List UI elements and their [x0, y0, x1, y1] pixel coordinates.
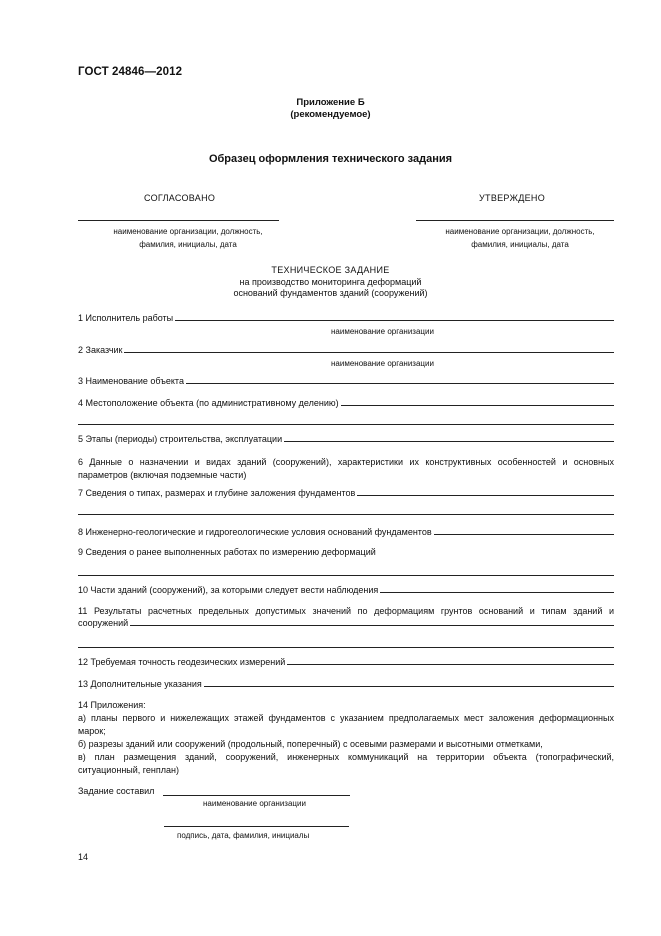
agreed-label: СОГЛАСОВАНО [144, 193, 216, 203]
agreed-caption-line1: наименование организации, должность, [113, 227, 263, 236]
attachment-b: б) разрезы зданий или сооружений (продольный, поперечный) с осевыми размерами и высотными отметками, [78, 739, 543, 749]
item-object-name-line [186, 382, 614, 384]
item-customer-line [124, 351, 614, 353]
standard-header: ГОСТ 24846—2012 [78, 66, 183, 78]
composed-by-label: Задание составил [78, 786, 155, 796]
item-customer-caption: наименование организации [331, 359, 434, 368]
spec-subtitle-1: на производство мониторинга деформаций [239, 276, 422, 287]
page-number: 14 [78, 852, 89, 862]
item-location-label: 4 Местоположение объекта (по административному делению) [78, 398, 339, 408]
appendix-status: (рекомендуемое) [290, 109, 371, 120]
item-location-line [341, 404, 614, 406]
spec-subtitle-2: оснований фундаментов зданий (сооружений) [233, 288, 428, 298]
item-foundations [78, 488, 614, 498]
item-additional-line [204, 685, 614, 687]
item-contractor-label: 1 Исполнитель работы [78, 313, 174, 323]
item-additional-label: 13 Дополнительные указания [78, 679, 202, 689]
document-title: Образец оформления технического задания [208, 153, 453, 165]
approved-signature-line [416, 220, 614, 221]
appendix-label: Приложение Б [296, 97, 365, 108]
composed-by-caption: наименование организации [203, 799, 306, 808]
item-foundations-label: 7 Сведения о типах, размерах и глубине заложения фундаментов [78, 488, 356, 498]
appendix-heading [0, 97, 661, 121]
attachments-heading: 14 Приложения: [78, 700, 146, 710]
item-customer [78, 345, 614, 355]
item-location-extra-line [78, 424, 614, 425]
item-calc-results-line2: сооружений [78, 618, 129, 628]
approved-caption [410, 225, 630, 251]
item-previous-works-line [78, 575, 614, 576]
item-foundations-extra-line [78, 514, 614, 515]
agreed-caption [78, 225, 298, 251]
spec-title: ТЕХНИЧЕСКОЕ ЗАДАНИЕ [271, 265, 390, 275]
item-accuracy-line [287, 663, 614, 665]
item-accuracy-label: 12 Требуемая точность геодезических измерений [78, 657, 286, 667]
item-previous-works: 9 Сведения о ранее выполненных работах по измерению деформаций [78, 547, 376, 557]
agreed-signature-line [78, 220, 279, 221]
item-calc-results-extra-line [78, 647, 614, 648]
attachment-a: а) планы первого и нижележащих этажей фундаментов с указанием предполагаемых мест заложения деформационных марок; [78, 713, 614, 736]
signature-line [164, 826, 349, 827]
item-stages [78, 434, 614, 444]
composed-by-line [163, 795, 350, 796]
item-observed-parts [78, 585, 614, 595]
item-stages-line [284, 440, 614, 442]
item-contractor-line [175, 319, 614, 321]
agreed-caption-line2: фамилия, инициалы, дата [139, 240, 237, 249]
item-observed-parts-label: 10 Части зданий (сооружений), за которыми следует вести наблюдения [78, 585, 379, 595]
item-contractor-caption: наименование организации [331, 327, 434, 336]
item-calc-results-fill [130, 624, 614, 626]
approved-label: УТВЕРЖДЕНО [479, 193, 546, 203]
attachments [78, 699, 614, 777]
item-customer-label: 2 Заказчик [78, 345, 123, 355]
item-calc-results [78, 618, 614, 628]
item-stages-label: 5 Этапы (периоды) строительства, эксплуатации [78, 434, 283, 444]
signature-caption: подпись, дата, фамилия, инициалы [177, 831, 310, 840]
item-location [78, 398, 614, 408]
spec-heading [0, 265, 661, 300]
item-additional [78, 679, 614, 689]
item-geology-line [434, 533, 614, 535]
item-object-name-label: 3 Наименование объекта [78, 376, 184, 386]
item-geology [78, 527, 614, 537]
item-foundations-line [357, 494, 614, 496]
item-object-name [78, 376, 614, 386]
item-observed-parts-line [380, 591, 614, 593]
item-accuracy [78, 657, 614, 667]
item-contractor [78, 313, 614, 323]
approved-caption-line2: фамилия, инициалы, дата [471, 240, 569, 249]
item-purpose: 6 Данные о назначении и видах зданий (сооружений), характеристики их конструктивных особенностей и основных параметров (включая подземные части) [78, 457, 614, 480]
approved-caption-line1: наименование организации, должность, [445, 227, 595, 236]
attachment-c: в) план размещения зданий, сооружений, инженерных коммуникаций на территории объекта (топографический, ситуационный, генплан) [78, 752, 614, 775]
item-calc-results-line1: 11 Результаты расчетных предельных допустимых значений по деформациям грунтов оснований и типам зданий и [78, 606, 614, 616]
item-geology-label: 8 Инженерно-геологические и гидрогеологические условия оснований фундаментов [78, 527, 432, 537]
